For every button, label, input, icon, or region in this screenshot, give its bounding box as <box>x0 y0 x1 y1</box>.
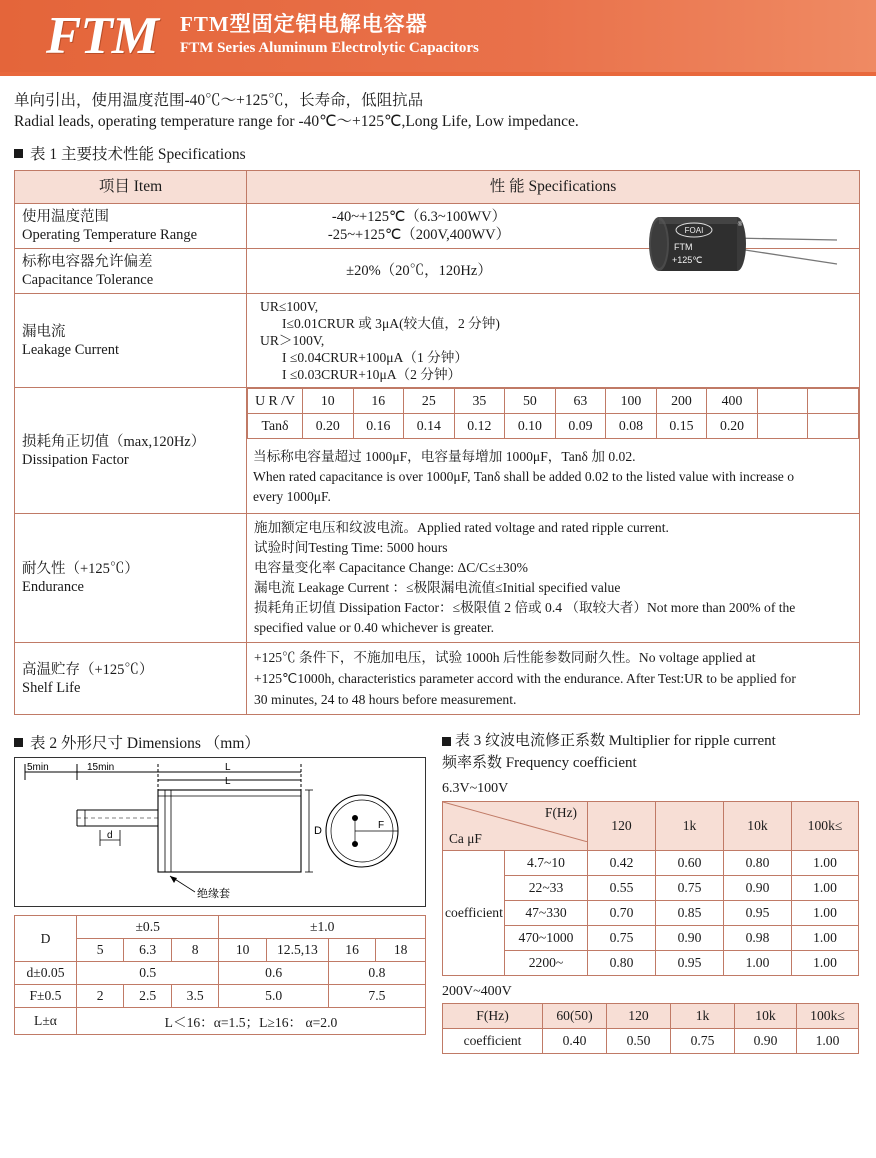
ripple-header-cell: 100k≤ <box>792 802 859 851</box>
leakage-label <box>15 294 247 388</box>
ur-cell: 400 <box>707 389 758 414</box>
leakage-line-1: UR≤100V, <box>260 299 319 314</box>
intro-cn: 单向引出，使用温度范围-40℃～+125℃，长寿命，低阻抗品 <box>14 92 424 109</box>
ur-cell: 200 <box>656 389 707 414</box>
dims-d005-cell: 0.6 <box>219 962 328 985</box>
dims-f-cell: 5.0 <box>219 985 328 1008</box>
ur-row-label: U R /V <box>248 389 303 414</box>
ripple-value-cell: 0.42 <box>588 851 656 876</box>
table-row-l <box>15 1008 426 1035</box>
ripple-value-cell: 1.00 <box>792 951 859 976</box>
table-row <box>443 926 859 951</box>
dims-row-label-d: D <box>15 916 77 962</box>
table-row <box>443 876 859 901</box>
leakage-label-en: Leakage Current <box>22 341 120 358</box>
ripple-value-cell: 0.85 <box>656 901 724 926</box>
ripple-value-cell: 0.75 <box>588 926 656 951</box>
col-spec-header: 性 能 Specifications <box>247 171 860 204</box>
table-row-d-values <box>15 939 426 962</box>
capacitor-outline-drawing <box>15 758 425 906</box>
ripple2-value-cell: 0.75 <box>671 1029 735 1054</box>
ripple-value-cell: 0.60 <box>656 851 724 876</box>
ripple2-header-cell: 120 <box>607 1004 671 1029</box>
table-row-tan <box>248 414 859 439</box>
table-row <box>443 901 859 926</box>
ur-cell: 35 <box>454 389 505 414</box>
tolerance-label-cn: 标称电容器允许偏差 <box>22 254 153 270</box>
svg-text:®: ® <box>737 222 743 228</box>
ripple-header-cell: 10k <box>724 802 792 851</box>
ripple2-value-cell: 0.50 <box>607 1029 671 1054</box>
temperature-value-2: -25~+125℃（200V,400WV） <box>327 227 511 243</box>
svg-text:L: L <box>225 776 231 787</box>
table-row-endurance <box>15 514 860 643</box>
svg-text:FOAI: FOAI <box>684 226 704 235</box>
ripple-value-cell: 0.95 <box>724 901 792 926</box>
shelf-line-2: +125℃1000h, characteristics parameter accord with the endurance. After Test:UR to be applied for <box>254 671 796 686</box>
ripple-value-cell: 0.90 <box>656 926 724 951</box>
svg-text:15min: 15min <box>87 762 115 773</box>
dissipation-label-cn: 损耗角正切值（max,120Hz） <box>22 433 206 450</box>
shelf-line-1: +125℃ 条件下，不施加电压，试验 1000h 后性能参数同耐久性。No voltage applied at <box>254 650 756 665</box>
shelf-life-value <box>247 643 860 715</box>
ripple-value-cell: 0.80 <box>588 951 656 976</box>
svg-text:L: L <box>225 762 231 773</box>
ripple-range-cell: 4.7~10 <box>505 851 588 876</box>
ripple-range-cell: 470~1000 <box>505 926 588 951</box>
shelf-life-label <box>15 643 247 715</box>
ripple-corner-cell <box>443 802 588 851</box>
endurance-line-2: 试验时间Testing Time: 5000 hours <box>254 540 448 555</box>
table-row-dissipation <box>15 388 860 514</box>
ur-cell: 10 <box>303 389 354 414</box>
ripple-value-cell: 1.00 <box>792 901 859 926</box>
ripple2-header-cell: F(Hz) <box>443 1004 543 1029</box>
table-row-header <box>443 1004 859 1029</box>
tan-cell: 0.08 <box>606 414 657 439</box>
dims-group2: ±1.0 <box>219 916 426 939</box>
ripple-header-cell: 120 <box>588 802 656 851</box>
ur-cell <box>757 389 808 414</box>
endurance-line-3: 电容量变化率 Capacitance Change: ΔC/C≤±30% <box>254 560 528 575</box>
dims-f-cell: 3.5 <box>171 985 219 1008</box>
brand-logo: FTM <box>46 7 158 65</box>
table-row <box>443 1029 859 1054</box>
endurance-value <box>247 514 860 643</box>
leakage-value <box>247 294 860 388</box>
dims-f-cell: 2 <box>76 985 123 1008</box>
svg-text:F: F <box>378 820 385 831</box>
table-row <box>443 851 859 876</box>
svg-text:+125℃: +125℃ <box>672 255 703 265</box>
dissipation-inner-table <box>247 388 859 439</box>
leakage-line-3: UR＞100V, <box>260 333 325 348</box>
ur-cell <box>808 389 859 414</box>
dims-d-cell: 8 <box>171 939 219 962</box>
tan-cell: 0.10 <box>505 414 556 439</box>
shelf-life-label-en: Shelf Life <box>22 679 81 696</box>
endurance-line-6: specified value or 0.40 whichever is greater. <box>254 620 495 635</box>
ripple-value-cell: 0.55 <box>588 876 656 901</box>
ripple-value-cell: 0.70 <box>588 901 656 926</box>
dims-d005-cell: 0.8 <box>328 962 425 985</box>
svg-text:d: d <box>107 830 113 841</box>
tan-cell: 0.20 <box>303 414 354 439</box>
ur-cell: 100 <box>606 389 657 414</box>
ripple-value-cell: 1.00 <box>792 926 859 951</box>
dims-f-cell: 2.5 <box>124 985 171 1008</box>
endurance-label-en: Endurance <box>22 579 84 595</box>
dimension-drawing <box>14 757 426 907</box>
page-header <box>0 0 876 72</box>
table2-caption-text: 表 2 外形尺寸 Dimensions （mm） <box>30 735 260 752</box>
shelf-line-3: 30 minutes, 24 to 48 hours before measurement. <box>254 692 517 707</box>
ripple-value-cell: 0.75 <box>656 876 724 901</box>
dissipation-label <box>15 388 247 514</box>
intro-text <box>14 90 862 132</box>
dissipation-label-en: Dissipation Factor <box>22 451 129 468</box>
dims-d-cell: 6.3 <box>124 939 171 962</box>
endurance-line-1: 施加额定电压和纹波电流。Applied rated voltage and rated ripple current. <box>254 520 669 535</box>
ripple-coefficient-rows <box>442 850 859 976</box>
ripple2-value-cell: 0.90 <box>735 1029 797 1054</box>
ripple-value-cell: 1.00 <box>792 876 859 901</box>
dims-d-cell: 12.5,13 <box>266 939 328 962</box>
dims-d-cell: 10 <box>219 939 266 962</box>
ripple-coefficient-label: coefficient <box>443 851 505 976</box>
table2-caption <box>14 731 428 753</box>
temperature-value <box>247 204 860 265</box>
bullet-square-icon <box>14 738 23 747</box>
dims-f-cell: 7.5 <box>328 985 425 1008</box>
bullet-square-icon <box>442 737 451 746</box>
tan-cell <box>757 414 808 439</box>
ripple-value-cell: 0.90 <box>724 876 792 901</box>
svg-text:FTM: FTM <box>674 242 693 252</box>
dims-row-label-f: F±0.5 <box>15 985 77 1008</box>
endurance-line-5: 损耗角正切值 Dissipation Factor：≤极限值 2 倍或 0.4 （取较大者）Not more than 200% of the <box>254 600 796 615</box>
svg-text:5min: 5min <box>27 762 49 773</box>
tolerance-label <box>15 249 247 294</box>
table3-caption-en: Multiplier for ripple current <box>608 733 776 749</box>
table-row-d-tolerance <box>15 962 426 985</box>
temperature-label-en: Operating Temperature Range <box>22 227 198 243</box>
tolerance-label-en: Capacitance Tolerance <box>22 272 154 288</box>
ripple-value-cell: 0.98 <box>724 926 792 951</box>
leakage-label-cn: 漏电流 <box>22 323 66 340</box>
endurance-label-cn: 耐久性（+125℃） <box>22 561 139 577</box>
leakage-line-4: I ≤0.04CRUR+100μA（1 分钟） <box>282 350 468 365</box>
dims-d-cell: 16 <box>328 939 375 962</box>
tan-cell: 0.16 <box>353 414 404 439</box>
table3-caption-cn: 表 3 纹波电流修正系数 <box>455 733 606 749</box>
ur-cell: 16 <box>353 389 404 414</box>
page-content <box>0 90 876 1054</box>
tan-row-label: Tanδ <box>248 414 303 439</box>
table3-caption2-cn: 频率系数 <box>442 755 503 771</box>
lower-section <box>14 731 862 1054</box>
ripple2-header-cell: 1k <box>671 1004 735 1029</box>
tan-cell: 0.09 <box>555 414 606 439</box>
dims-group1: ±0.5 <box>76 916 218 939</box>
voltage-group-1-label: 6.3V~100V <box>442 781 509 796</box>
dims-l-cell: L＜16：α=1.5；L≥16： α=2.0 <box>76 1008 425 1035</box>
header-divider <box>0 72 876 76</box>
dims-row-label-l: L±α <box>15 1008 77 1035</box>
tan-cell: 0.20 <box>707 414 758 439</box>
ripple-range-cell: 47~330 <box>505 901 588 926</box>
voltage-group-2-label: 200V~400V <box>442 984 512 999</box>
ripple2-header-cell: 10k <box>735 1004 797 1029</box>
ripple2-row-label: coefficient <box>443 1029 543 1054</box>
dimensions-column <box>14 731 428 1054</box>
temperature-value-1: -40~+125℃（6.3~100WV） <box>331 209 507 225</box>
dims-row-label-d005: d±0.05 <box>15 962 77 985</box>
dissipation-note-en-1: When rated capacitance is over 1000μF, Tanδ shall be added 0.02 to the listed value with increase o <box>253 469 795 484</box>
ripple-value-cell: 0.80 <box>724 851 792 876</box>
tan-cell <box>808 414 859 439</box>
ripple2-value-cell: 0.40 <box>543 1029 607 1054</box>
table1-caption-text: 表 1 主要技术性能 Specifications <box>30 146 246 163</box>
ripple-range-cell: 22~33 <box>505 876 588 901</box>
capacitor-photo <box>612 204 842 290</box>
ripple-corner-freq: F(Hz) <box>545 805 577 820</box>
ur-cell: 63 <box>555 389 606 414</box>
svg-text:绝缘套: 绝缘套 <box>197 888 230 900</box>
ripple-value-cell: 0.95 <box>656 951 724 976</box>
endurance-label <box>15 514 247 643</box>
dims-d005-cell: 0.5 <box>76 962 218 985</box>
temperature-label <box>15 204 247 249</box>
table-row <box>443 951 859 976</box>
table-row-header <box>443 802 859 851</box>
intro-en: Radial leads, operating temperature range for -40℃～+125℃,Long Life, Low impedance. <box>14 113 579 130</box>
ripple-corner-cap: Ca μF <box>449 831 482 846</box>
dissipation-note-cn: 当标称电容量超过 1000μF，电容量每增加 1000μF，Tanδ 加 0.02. <box>253 449 636 464</box>
tolerance-value-text: ±20%（20℃，120Hz） <box>346 263 492 279</box>
ripple-coefficient-table-high <box>442 1003 859 1054</box>
ripple-header-cell: 1k <box>656 802 724 851</box>
bullet-square-icon <box>14 149 23 158</box>
dissipation-value <box>247 388 860 514</box>
leakage-line-2: I≤0.01CRUR 或 3μA(较大值，2 分钟) <box>282 316 500 331</box>
temperature-label-cn: 使用温度范围 <box>22 209 109 225</box>
header-title-cn: FTM型固定铝电解电容器 <box>180 12 428 36</box>
table-row-header <box>15 171 860 204</box>
ripple-value-cell: 1.00 <box>792 851 859 876</box>
table3-caption <box>442 731 860 751</box>
table-row-f <box>15 985 426 1008</box>
ripple2-header-cell: 60(50) <box>543 1004 607 1029</box>
tan-cell: 0.15 <box>656 414 707 439</box>
tan-cell: 0.14 <box>404 414 455 439</box>
table-row-temperature <box>15 204 860 249</box>
shelf-life-label-cn: 高温贮存（+125℃） <box>22 661 154 678</box>
ripple-value-cell: 1.00 <box>724 951 792 976</box>
ripple-coefficient-table-low <box>442 801 859 851</box>
leakage-line-5: I ≤0.03CRUR+10μA（2 分钟） <box>282 367 462 382</box>
table-row-d-groups <box>15 916 426 939</box>
dims-d-cell: 5 <box>76 939 123 962</box>
dimensions-table <box>14 915 426 1035</box>
col-item-header: 项目 Item <box>15 171 247 204</box>
ripple-column <box>442 731 860 1054</box>
dissipation-note-en-2: every 1000μF. <box>253 489 331 504</box>
header-title-en: FTM Series Aluminum Electrolytic Capacitors <box>180 40 479 56</box>
tan-cell: 0.12 <box>454 414 505 439</box>
ur-cell: 50 <box>505 389 556 414</box>
endurance-line-4: 漏电流 Leakage Current ：≤极限漏电流值≤Initial specified value <box>254 580 621 595</box>
table-row-ur <box>248 389 859 414</box>
table1-caption <box>14 142 862 164</box>
table-row-leakage <box>15 294 860 388</box>
ripple2-header-cell: 100k≤ <box>797 1004 859 1029</box>
ripple2-value-cell: 1.00 <box>797 1029 859 1054</box>
specifications-table <box>14 170 860 715</box>
ripple-range-cell: 2200~ <box>505 951 588 976</box>
dims-d-cell: 18 <box>376 939 426 962</box>
table3-caption2-en: Frequency coefficient <box>505 755 637 771</box>
svg-text:D: D <box>314 825 322 837</box>
ur-cell: 25 <box>404 389 455 414</box>
table3-caption2 <box>442 753 860 773</box>
table-row-shelf-life <box>15 643 860 715</box>
